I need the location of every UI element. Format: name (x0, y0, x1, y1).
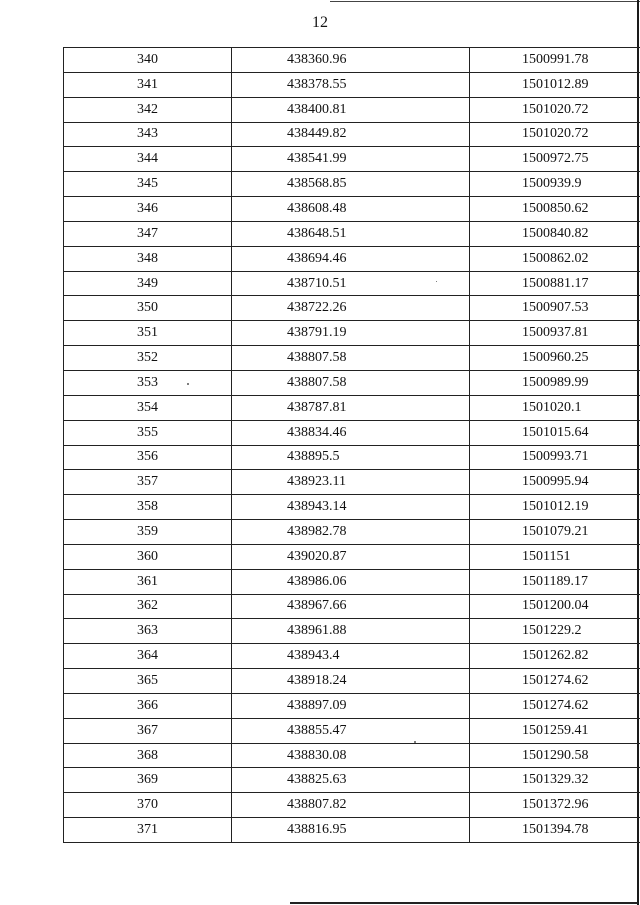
x-coordinate-cell: 438710.51 (232, 271, 470, 296)
table-row (64, 370, 640, 395)
y-coordinate-cell: 1501372.96 (470, 793, 640, 818)
table-row (64, 445, 640, 470)
table-row (64, 693, 640, 718)
point-number-cell: 342 (64, 97, 232, 122)
point-number-cell: 364 (64, 644, 232, 669)
table-row (64, 97, 640, 122)
point-number-cell: 362 (64, 594, 232, 619)
x-coordinate-cell: 438855.47 (232, 718, 470, 743)
y-coordinate-cell: 1501274.62 (470, 693, 640, 718)
point-number-cell: 349 (64, 271, 232, 296)
table-row (64, 768, 640, 793)
y-coordinate-cell: 1500939.9 (470, 172, 640, 197)
x-coordinate-cell: 438943.4 (232, 644, 470, 669)
table-row (64, 619, 640, 644)
x-coordinate-cell: 438986.06 (232, 569, 470, 594)
x-coordinate-cell: 438791.19 (232, 321, 470, 346)
point-number-cell: 368 (64, 743, 232, 768)
point-number-cell: 363 (64, 619, 232, 644)
table-row (64, 346, 640, 371)
x-coordinate-cell: 438807.58 (232, 346, 470, 371)
x-coordinate-cell: 438961.88 (232, 619, 470, 644)
table-row (64, 147, 640, 172)
y-coordinate-cell: 1501262.82 (470, 644, 640, 669)
point-number-cell: 340 (64, 48, 232, 73)
x-coordinate-cell: 438825.63 (232, 768, 470, 793)
y-coordinate-cell: 1500862.02 (470, 246, 640, 271)
y-coordinate-cell: 1501200.04 (470, 594, 640, 619)
x-coordinate-cell: 438895.5 (232, 445, 470, 470)
point-number-cell: 369 (64, 768, 232, 793)
table-row (64, 644, 640, 669)
x-coordinate-cell: 438830.08 (232, 743, 470, 768)
y-coordinate-cell: 1501020.72 (470, 122, 640, 147)
table-row (64, 197, 640, 222)
point-number-cell: 358 (64, 495, 232, 520)
y-coordinate-cell: 1500960.25 (470, 346, 640, 371)
y-coordinate-cell: 1501020.72 (470, 97, 640, 122)
table-row (64, 172, 640, 197)
y-coordinate-cell: 1501151 (470, 544, 640, 569)
x-coordinate-cell: 438568.85 (232, 172, 470, 197)
y-coordinate-cell: 1501229.2 (470, 619, 640, 644)
table-row (64, 743, 640, 768)
table-row (64, 594, 640, 619)
y-coordinate-cell: 1500907.53 (470, 296, 640, 321)
x-coordinate-cell: 438541.99 (232, 147, 470, 172)
point-number-cell: 346 (64, 197, 232, 222)
y-coordinate-cell: 1500937.81 (470, 321, 640, 346)
point-number-cell: 351 (64, 321, 232, 346)
point-number-cell: 365 (64, 669, 232, 694)
x-coordinate-cell: 438608.48 (232, 197, 470, 222)
coordinates-table-body (64, 48, 640, 843)
y-coordinate-cell: 1500993.71 (470, 445, 640, 470)
point-number-cell: 352 (64, 346, 232, 371)
scan-speck (187, 383, 189, 385)
x-coordinate-cell: 439020.87 (232, 544, 470, 569)
point-number-cell: 341 (64, 72, 232, 97)
table-row (64, 395, 640, 420)
point-number-cell: 355 (64, 420, 232, 445)
x-coordinate-cell: 438807.58 (232, 370, 470, 395)
y-coordinate-cell: 1500881.17 (470, 271, 640, 296)
y-coordinate-cell: 1501394.78 (470, 818, 640, 843)
x-coordinate-cell: 438816.95 (232, 818, 470, 843)
table-row (64, 72, 640, 97)
y-coordinate-cell: 1501012.19 (470, 495, 640, 520)
x-coordinate-cell: 438943.14 (232, 495, 470, 520)
y-coordinate-cell: 1500850.62 (470, 197, 640, 222)
x-coordinate-cell: 438923.11 (232, 470, 470, 495)
y-coordinate-cell: 1500972.75 (470, 147, 640, 172)
coordinates-table (63, 47, 640, 843)
y-coordinate-cell: 1501290.58 (470, 743, 640, 768)
table-row (64, 544, 640, 569)
page-number: 12 (312, 14, 328, 31)
x-coordinate-cell: 438897.09 (232, 693, 470, 718)
point-number-cell: 354 (64, 395, 232, 420)
x-coordinate-cell: 438807.82 (232, 793, 470, 818)
x-coordinate-cell: 438918.24 (232, 669, 470, 694)
point-number-cell: 356 (64, 445, 232, 470)
y-coordinate-cell: 1501259.41 (470, 718, 640, 743)
table-row (64, 818, 640, 843)
point-number-cell: 357 (64, 470, 232, 495)
scan-speck (436, 281, 437, 282)
y-coordinate-cell: 1500995.94 (470, 470, 640, 495)
point-number-cell: 366 (64, 693, 232, 718)
point-number-cell: 359 (64, 520, 232, 545)
x-coordinate-cell: 438967.66 (232, 594, 470, 619)
x-coordinate-cell: 438834.46 (232, 420, 470, 445)
table-row (64, 569, 640, 594)
point-number-cell: 344 (64, 147, 232, 172)
y-coordinate-cell: 1501012.89 (470, 72, 640, 97)
table-row (64, 221, 640, 246)
x-coordinate-cell: 438982.78 (232, 520, 470, 545)
scan-speck (414, 741, 416, 743)
point-number-cell: 348 (64, 246, 232, 271)
table-row (64, 420, 640, 445)
table-row (64, 495, 640, 520)
y-coordinate-cell: 1500989.99 (470, 370, 640, 395)
point-number-cell: 353 (64, 370, 232, 395)
table-row (64, 271, 640, 296)
point-number-cell: 371 (64, 818, 232, 843)
point-number-cell: 367 (64, 718, 232, 743)
point-number-cell: 350 (64, 296, 232, 321)
point-number-cell: 345 (64, 172, 232, 197)
table-row (64, 296, 640, 321)
x-coordinate-cell: 438400.81 (232, 97, 470, 122)
y-coordinate-cell: 1501020.1 (470, 395, 640, 420)
y-coordinate-cell: 1500991.78 (470, 48, 640, 73)
y-coordinate-cell: 1501079.21 (470, 520, 640, 545)
table-row (64, 246, 640, 271)
point-number-cell: 360 (64, 544, 232, 569)
scan-edge-top (330, 1, 640, 2)
y-coordinate-cell: 1501274.62 (470, 669, 640, 694)
table-row (64, 718, 640, 743)
y-coordinate-cell: 1501015.64 (470, 420, 640, 445)
table-row (64, 321, 640, 346)
y-coordinate-cell: 1501329.32 (470, 768, 640, 793)
table-row (64, 793, 640, 818)
y-coordinate-cell: 1501189.17 (470, 569, 640, 594)
x-coordinate-cell: 438694.46 (232, 246, 470, 271)
y-coordinate-cell: 1500840.82 (470, 221, 640, 246)
point-number-cell: 343 (64, 122, 232, 147)
x-coordinate-cell: 438648.51 (232, 221, 470, 246)
table-row (64, 669, 640, 694)
point-number-cell: 361 (64, 569, 232, 594)
table-row (64, 520, 640, 545)
x-coordinate-cell: 438360.96 (232, 48, 470, 73)
table-row (64, 48, 640, 73)
x-coordinate-cell: 438378.55 (232, 72, 470, 97)
point-number-cell: 370 (64, 793, 232, 818)
x-coordinate-cell: 438722.26 (232, 296, 470, 321)
table-row (64, 470, 640, 495)
scan-edge-bottom (290, 902, 638, 904)
x-coordinate-cell: 438787.81 (232, 395, 470, 420)
x-coordinate-cell: 438449.82 (232, 122, 470, 147)
table-row (64, 122, 640, 147)
point-number-cell: 347 (64, 221, 232, 246)
